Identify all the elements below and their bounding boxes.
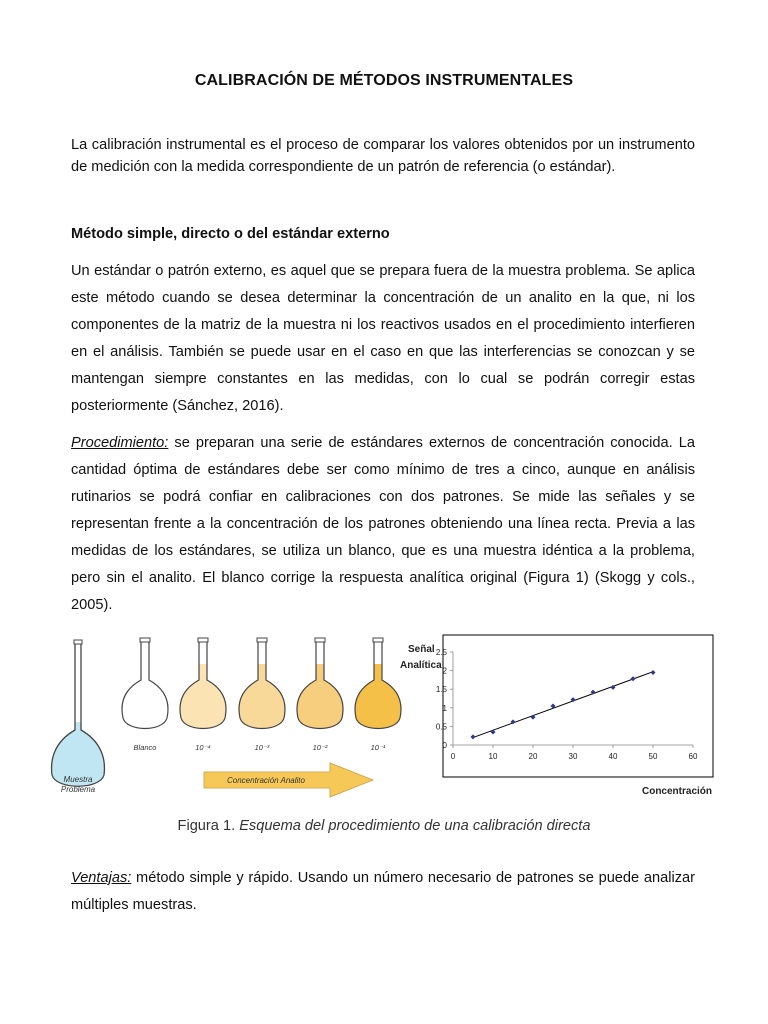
flask-5 [355,638,401,752]
figure-1 [40,630,730,810]
y-tick-label: 2.5 [435,648,447,657]
flask-stopper [257,638,267,642]
procedure-text: se preparan una serie de estándares externos de concentración conocida. La cantidad óptima de estándares debe ser como mínimo de tres a cinco, aunque en análisis rutinarios se podrá confiar en calibraciones con dos patrones. Se mide las señales y se representan frente a la concentración de los patrones obteniendo una línea recta. Previa a las medidas de los estándares, se utiliza un blanco, que es una muestra idéntica a la problema, pero sin el analito. El blanco corrige la respuesta analítica original (Figura 1) (Skogg y cols., 2005). [71,435,695,613]
intro-paragraph: La calibración instrumental es el proceso de comparar los valores obtenidos por un instrumento de medición con la medida correspondiente de un patrón de referencia (o estándar). [71,137,695,175]
procedure-paragraph [71,430,695,619]
x-axis-label: Concentración [641,786,712,797]
advantages-label: Ventajas: [71,870,132,886]
flask-label: 10⁻⁴ [195,743,211,752]
section-heading: Método simple, directo o del estándar externo [71,226,390,242]
flask-label: 10⁻² [312,743,328,752]
advantages-text: método simple y rápido. Usando un número necesario de patrones se puede analizar múltiples muestras. [71,870,695,913]
flask-liquid [239,664,285,729]
flask-label: 10⁻¹ [370,743,386,752]
flask-liquid [355,664,401,729]
flask-liquid [297,664,343,729]
procedure-label: Procedimiento: [71,435,169,451]
y-axis-label-line1: Señal [408,644,435,655]
flask-stopper [198,638,208,642]
flask-stopper [373,638,383,642]
x-tick-label: 20 [528,752,538,761]
calibration-chart [400,630,730,810]
y-tick-label: 1 [442,703,447,713]
flask-label: 10⁻³ [254,743,270,752]
standard-flasks [122,638,401,752]
sample-flask [52,640,105,794]
flask-stopper [140,638,150,642]
figure-caption [0,818,768,834]
y-tick-label: 0 [442,741,447,750]
document-title: CALIBRACIÓN DE MÉTODOS INSTRUMENTALES [194,72,574,89]
y-tick-label: 0.5 [435,722,447,732]
flask-scheme [40,630,410,810]
concentration-arrow-label: Concentración Analito [227,776,305,785]
x-tick-label: 50 [648,752,658,761]
caption-prefix: Figura 1. [177,818,240,834]
x-tick-label: 60 [688,752,698,761]
y-tick-label: 1.5 [435,685,447,695]
flask-label: Blanco [133,743,157,752]
sample-label-line2: Problema [60,785,96,794]
sample-label-line1: Muestra [63,775,93,784]
concentration-arrow [204,763,373,797]
x-tick-label: 0 [450,752,456,761]
flask-liquid [180,664,226,729]
x-tick-label: 10 [488,752,498,761]
y-tick-label: 2 [442,666,447,676]
flask-stopper [315,638,325,642]
standard-paragraph: Un estándar o patrón externo, es aquel que se prepara fuera de la muestra problema. Se aplica este método cuando se desea determinar la concentración de un analito en la que, ni los componentes de la matriz de la muestra ni los reactivos usados en el procedimiento interfieren en el análisis. También se puede usar en el caso en que las interferencias se conozcan y se mantengan siempre constantes en las medidas, con lo cual se podrán corregir estas posteriormente (Sánchez, 2016). [71,263,695,414]
flask-3 [239,638,285,752]
flask-2 [180,638,226,752]
flask-4 [297,638,343,752]
x-tick-label: 40 [608,752,618,761]
plot-frame [443,635,713,777]
advantages-paragraph [71,865,695,919]
y-axis-label-line2: Analítica [400,660,442,671]
flask-outline [122,640,168,729]
caption-text: Esquema del procedimiento de una calibración directa [239,818,591,834]
flask-1 [122,638,168,752]
x-tick-label: 30 [568,752,578,761]
